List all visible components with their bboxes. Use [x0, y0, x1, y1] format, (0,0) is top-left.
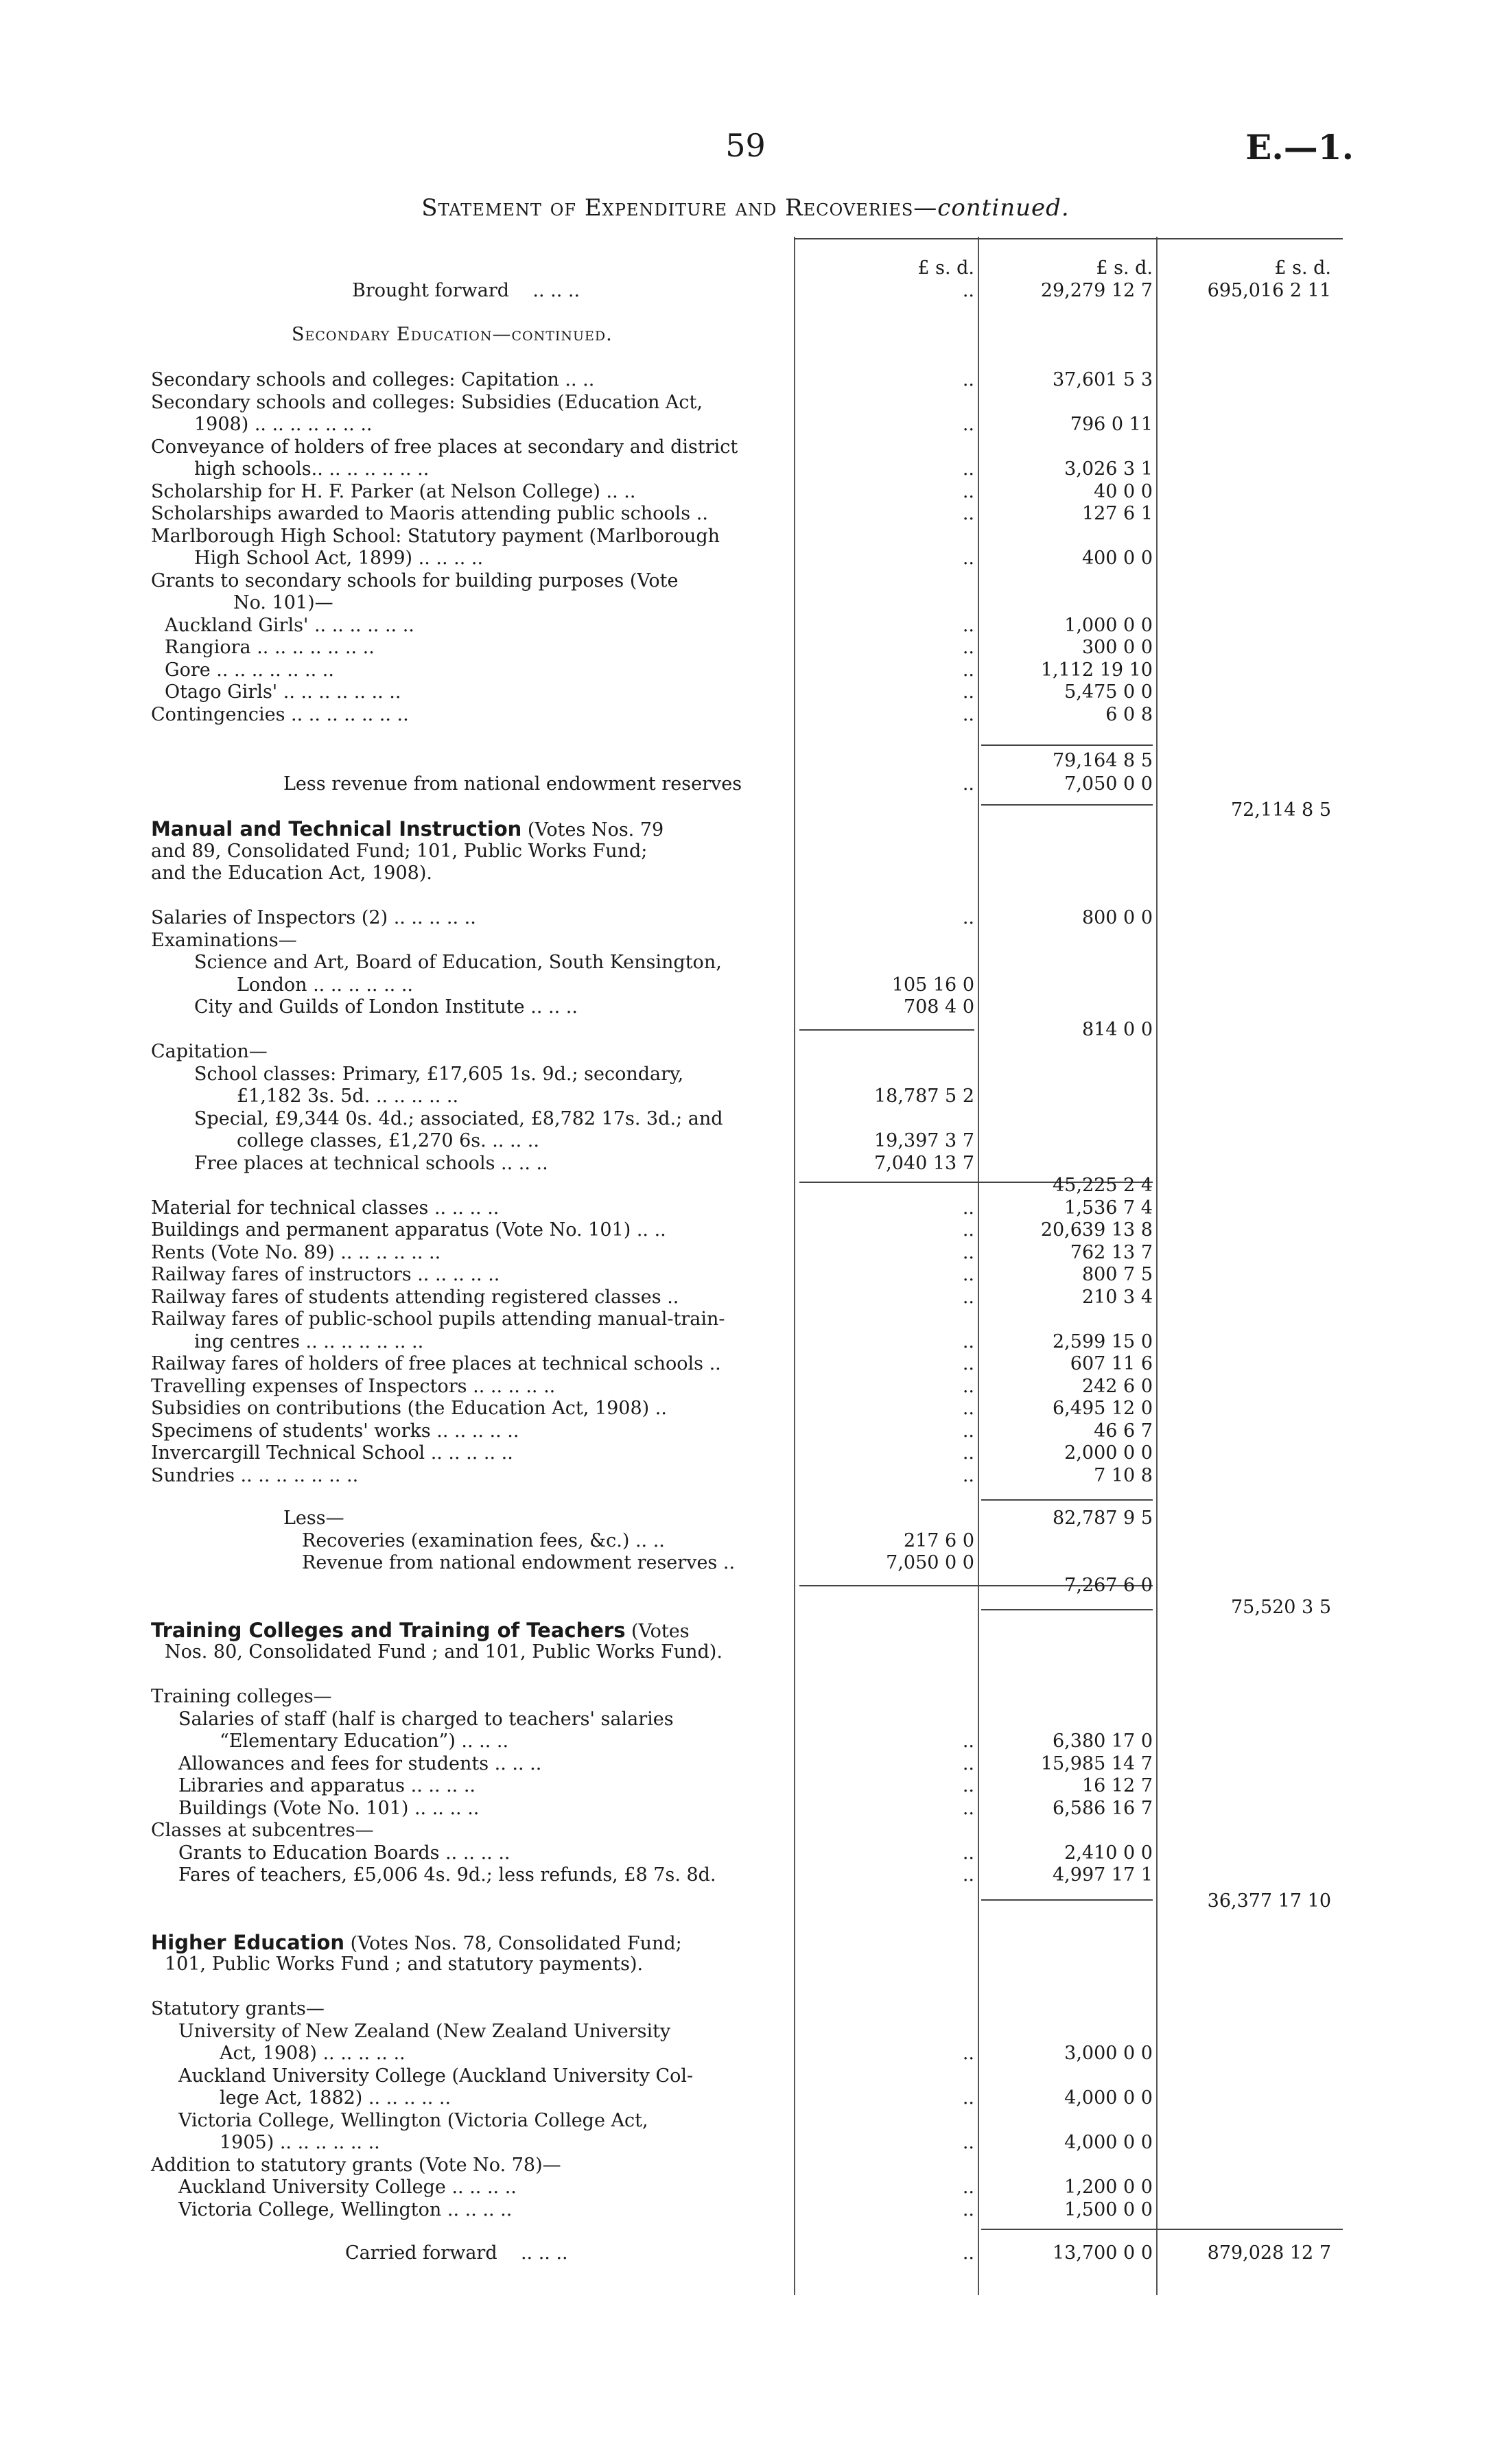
manual-heading-rest: (Votes Nos. 79 — [521, 819, 664, 841]
cell: .. — [962, 615, 974, 636]
cell: 46 6 7 — [1094, 1420, 1153, 1442]
secondary-less-label: Less revenue from national endowment reserves — [283, 773, 742, 795]
cell: .. — [962, 704, 974, 725]
cell: .. — [962, 1264, 974, 1285]
list-item-cont: No. 101)— — [233, 592, 333, 613]
cell: 2,599 15 0 — [1053, 1331, 1153, 1352]
cell: 242 6 0 — [1081, 1376, 1153, 1397]
list-item: Invercargill Technical School .. .. .. .. .. — [151, 1442, 513, 1464]
less-total: 7,267 6 0 — [1064, 1575, 1153, 1596]
list-item: Travelling expenses of Inspectors .. .. .. .. .. — [151, 1376, 556, 1397]
cell: 20,639 13 8 — [1040, 1219, 1153, 1241]
list-item: Rangiora .. .. .. .. .. .. .. — [165, 637, 375, 658]
carried-forward-c2: 13,700 0 0 — [1053, 2242, 1153, 2264]
brought-forward-label — [352, 280, 580, 302]
statutory-grants-label: Statutory grants— — [151, 1998, 325, 2019]
carried-forward-label — [345, 2242, 568, 2264]
cell: .. — [962, 2199, 974, 2220]
manual-gross-total: 82,787 9 5 — [1053, 1507, 1153, 1529]
cap2-amount: 19,397 3 7 — [874, 1130, 974, 1151]
list-item-cont: High School Act, 1899) .. .. .. .. — [194, 548, 484, 569]
brought-forward-c1: .. — [962, 280, 974, 301]
cell: 762 13 7 — [1070, 1242, 1153, 1263]
cell: 6,495 12 0 — [1053, 1398, 1153, 1419]
list-item: Rents (Vote No. 89) .. .. .. .. .. .. — [151, 1242, 441, 1263]
higher-heading-bold: Higher Education — [151, 1931, 345, 1954]
exam2-label: City and Guilds of London Institute .. .. .. — [194, 996, 578, 1018]
document-reference: E.—1. — [1245, 127, 1354, 167]
cell: .. — [962, 637, 974, 658]
list-item-cont: 1908) .. .. .. .. .. .. .. — [194, 414, 373, 435]
cell: 6,380 17 0 — [1053, 1730, 1153, 1752]
cell: .. — [962, 1331, 974, 1352]
less-label: Less— — [283, 1507, 344, 1529]
list-item: Grants to Education Boards .. .. .. .. — [178, 1842, 510, 1864]
list-item: Victoria College, Wellington (Victoria College Act, — [178, 2110, 648, 2131]
cell: .. — [962, 414, 974, 435]
cell: .. — [962, 1465, 974, 1486]
cell: 1,536 7 4 — [1064, 1197, 1153, 1219]
cell: 1,500 0 0 — [1064, 2199, 1153, 2220]
brought-forward-text: Brought forward — [352, 280, 510, 301]
revenue-amount: 7,050 0 0 — [886, 1552, 974, 1573]
training-heading-bold: Training Colleges and Training of Teachers — [151, 1619, 626, 1642]
cell: 1,112 19 10 — [1040, 659, 1153, 681]
cell: 2,410 0 0 — [1064, 1842, 1153, 1864]
list-item: Railway fares of instructors .. .. .. .. .. — [151, 1264, 500, 1285]
col1-currency-header: £ s. d. — [917, 257, 974, 279]
examinations-label: Examinations— — [151, 930, 297, 951]
list-item-cont: 1905) .. .. .. .. .. .. — [220, 2132, 380, 2153]
column-rule-2 — [978, 237, 979, 2295]
cell: 5,475 0 0 — [1064, 681, 1153, 703]
exam1-line1: Science and Art, Board of Education, South Kensington, — [194, 952, 722, 973]
cap3-label: Free places at technical schools .. .. .. — [194, 1153, 548, 1174]
list-item-cont: ing centres .. .. .. .. .. .. .. — [194, 1331, 424, 1352]
rule — [981, 1499, 1153, 1501]
brought-forward-dots: .. .. .. — [532, 280, 580, 301]
cell: 400 0 0 — [1081, 548, 1153, 569]
training-colleges-label: Training colleges— — [151, 1686, 332, 1707]
list-item: Otago Girls' .. .. .. .. .. .. .. — [165, 681, 401, 703]
secondary-subtotal: 79,164 8 5 — [1053, 750, 1153, 771]
cell: .. — [962, 1730, 974, 1752]
exam2-amount: 708 4 0 — [903, 996, 974, 1018]
training-heading-line2: Nos. 80, Consolidated Fund ; and 101, Public Works Fund). — [165, 1641, 723, 1663]
carried-forward-dots: .. .. .. — [520, 2242, 568, 2264]
cell: .. — [962, 1420, 974, 1442]
cell: 796 0 11 — [1070, 414, 1153, 435]
training-heading — [151, 1619, 690, 1643]
cell: .. — [962, 1353, 974, 1374]
cap2-line2: college classes, £1,270 6s. .. .. .. — [237, 1130, 539, 1151]
cell: .. — [962, 369, 974, 390]
title-main: Statement of Expenditure and Recoveries— — [421, 194, 938, 222]
cell: .. — [962, 2087, 974, 2109]
cell: 15,985 14 7 — [1040, 1753, 1153, 1774]
carried-forward-rule — [981, 2229, 1343, 2230]
rule — [799, 1029, 974, 1031]
cell: .. — [962, 458, 974, 480]
carried-forward-c3: 879,028 12 7 — [1207, 2242, 1331, 2264]
list-item-cont: Act, 1908) .. .. .. .. .. — [220, 2043, 406, 2064]
list-item: Sundries .. .. .. .. .. .. .. — [151, 1465, 359, 1486]
cell: 607 11 6 — [1070, 1353, 1153, 1374]
cell: .. — [962, 1242, 974, 1263]
list-item: Specimens of students' works .. .. .. .. .. — [151, 1420, 519, 1442]
brought-forward-c3: 695,016 2 11 — [1207, 280, 1331, 301]
cell: .. — [962, 2043, 974, 2064]
list-item: Auckland University College (Auckland University Col- — [178, 2065, 694, 2087]
secondary-less-c1: .. — [962, 773, 974, 795]
rule — [981, 804, 1153, 806]
cell: 6 0 8 — [1105, 704, 1153, 725]
cap3-amount: 7,040 13 7 — [874, 1153, 974, 1174]
cell: 16 12 7 — [1081, 1775, 1153, 1796]
cell: 1,000 0 0 — [1064, 615, 1153, 636]
exam-total: 814 0 0 — [1081, 1019, 1153, 1040]
list-item: Salaries of staff (half is charged to teachers' salaries — [178, 1709, 674, 1730]
exam1-line2: London .. .. .. .. .. .. — [237, 974, 413, 996]
recoveries-amount: 217 6 0 — [903, 1530, 974, 1551]
higher-heading — [151, 1932, 682, 1955]
cell: 127 6 1 — [1081, 503, 1153, 524]
list-item: Victoria College, Wellington .. .. .. .. — [178, 2199, 513, 2220]
cell: 1,200 0 0 — [1064, 2176, 1153, 2198]
cap2-line1: Special, £9,344 0s. 4d.; associated, £8,782 17s. 3d.; and — [194, 1108, 723, 1129]
cell: 800 7 5 — [1081, 1264, 1153, 1285]
list-item: Auckland Girls' .. .. .. .. .. .. — [165, 615, 414, 636]
cap1-line2: £1,182 3s. 5d. .. .. .. .. .. — [237, 1086, 459, 1107]
rule — [981, 744, 1153, 746]
higher-heading-rest: (Votes Nos. 78, Consolidated Fund; — [344, 1933, 682, 1954]
column-rule-3 — [1156, 237, 1158, 2295]
salaries-label: Salaries of Inspectors (2) .. .. .. .. .. — [151, 907, 476, 928]
cell: .. — [962, 1775, 974, 1796]
capitation-label: Capitation— — [151, 1041, 268, 1062]
statement-title — [0, 194, 1491, 222]
manual-heading-line3: and the Education Act, 1908). — [151, 863, 432, 884]
training-net: 36,377 17 10 — [1207, 1890, 1331, 1912]
rule — [981, 1899, 1153, 1901]
col3-currency-header: £ s. d. — [1274, 257, 1331, 279]
manual-heading — [151, 818, 664, 841]
cell: .. — [962, 481, 974, 502]
list-item: Railway fares of public-school pupils attending manual-train- — [151, 1309, 725, 1330]
cell: .. — [962, 548, 974, 569]
list-item: Conveyance of holders of free places at secondary and district — [151, 436, 738, 458]
list-item: Scholarships awarded to Maoris attending public schools .. — [151, 503, 708, 524]
cell: .. — [962, 1398, 974, 1419]
manual-heading-line2: and 89, Consolidated Fund; 101, Public Works Fund; — [151, 841, 648, 862]
header-rule — [794, 238, 1343, 239]
carried-forward-c1: .. — [962, 2242, 974, 2264]
list-item-cont: high schools.. .. .. .. .. .. .. — [194, 458, 430, 480]
manual-net: 75,520 3 5 — [1231, 1597, 1331, 1618]
list-item: Railway fares of students attending registered classes .. — [151, 1287, 679, 1308]
brought-forward-c2: 29,279 12 7 — [1040, 280, 1153, 301]
list-item: University of New Zealand (New Zealand University — [178, 2021, 671, 2042]
subcentres-label: Classes at subcentres— — [151, 1820, 374, 1841]
cell: 4,997 17 1 — [1053, 1864, 1153, 1886]
list-item-cont: lege Act, 1882) .. .. .. .. .. — [220, 2087, 451, 2109]
cell: .. — [962, 503, 974, 524]
cap1-amount: 18,787 5 2 — [874, 1086, 974, 1107]
cell: 2,000 0 0 — [1064, 1442, 1153, 1464]
addition-label: Addition to statutory grants (Vote No. 78)— — [151, 2155, 561, 2176]
cell: 3,000 0 0 — [1064, 2043, 1153, 2064]
cell: .. — [962, 1219, 974, 1241]
cell: 40 0 0 — [1094, 481, 1153, 502]
list-item: Subsidies on contributions (the Education Act, 1908) .. — [151, 1398, 667, 1419]
manual-heading-bold: Manual and Technical Instruction — [151, 817, 522, 841]
secondary-net: 72,114 8 5 — [1231, 799, 1331, 821]
cell: .. — [962, 1287, 974, 1308]
cell: 3,026 3 1 — [1064, 458, 1153, 480]
cell: .. — [962, 1442, 974, 1464]
list-item: Auckland University College .. .. .. .. — [178, 2176, 517, 2198]
title-continued: continued. — [937, 194, 1070, 222]
list-item: Marlborough High School: Statutory payment (Marlborough — [151, 526, 720, 547]
list-item: Material for technical classes .. .. .. .. — [151, 1197, 500, 1219]
cell: 37,601 5 3 — [1053, 369, 1153, 390]
carried-forward-text: Carried forward — [345, 2242, 497, 2264]
list-item: Secondary schools and colleges: Subsidies (Education Act, — [151, 392, 703, 413]
list-item: Libraries and apparatus .. .. .. .. — [178, 1775, 476, 1796]
cell: 4,000 0 0 — [1064, 2087, 1153, 2109]
cell: .. — [962, 1376, 974, 1397]
cell: 4,000 0 0 — [1064, 2132, 1153, 2153]
exam1-amount: 105 16 0 — [891, 974, 974, 996]
cell: .. — [962, 2132, 974, 2153]
cell: 7 10 8 — [1094, 1465, 1153, 1486]
rule — [981, 1609, 1153, 1610]
list-item: Secondary schools and colleges: Capitation .. .. — [151, 369, 595, 390]
cell: 800 0 0 — [1081, 907, 1153, 928]
cell: .. — [962, 1864, 974, 1886]
list-item: Railway fares of holders of free places at technical schools .. — [151, 1353, 721, 1374]
cell: .. — [962, 907, 974, 928]
list-item: Fares of teachers, £5,006 4s. 9d.; less refunds, £8 7s. 8d. — [178, 1864, 716, 1886]
higher-heading-line2: 101, Public Works Fund ; and statutory payments). — [165, 1953, 644, 1975]
column-rule-1 — [794, 237, 795, 2295]
col2-currency-header: £ s. d. — [1096, 257, 1153, 279]
cap1-line1: School classes: Primary, £17,605 1s. 9d.; secondary, — [194, 1064, 684, 1085]
cell: .. — [962, 1842, 974, 1864]
list-item: Contingencies .. .. .. .. .. .. .. — [151, 704, 409, 725]
cell: 6,586 16 7 — [1053, 1798, 1153, 1819]
secondary-heading: Secondary Education—continued. — [292, 324, 613, 345]
list-item: Buildings (Vote No. 101) .. .. .. .. — [178, 1798, 480, 1819]
list-item-cont: “Elementary Education”) .. .. .. — [220, 1730, 509, 1752]
list-item: Scholarship for H. F. Parker (at Nelson College) .. .. — [151, 481, 636, 502]
cell: .. — [962, 681, 974, 703]
secondary-less-c2: 7,050 0 0 — [1064, 773, 1153, 795]
training-heading-rest: (Votes — [625, 1621, 690, 1642]
page-number: 59 — [725, 127, 766, 164]
cell: .. — [962, 1798, 974, 1819]
recoveries-label: Recoveries (examination fees, &c.) .. .. — [302, 1530, 665, 1551]
list-item: Buildings and permanent apparatus (Vote No. 101) .. .. — [151, 1219, 666, 1241]
capitation-total: 45,225 2 4 — [1053, 1175, 1153, 1196]
cell: 300 0 0 — [1081, 637, 1153, 658]
cell: .. — [962, 659, 974, 681]
list-item: Grants to secondary schools for building purposes (Vote — [151, 570, 679, 591]
list-item: Allowances and fees for students .. .. .. — [178, 1753, 542, 1774]
cell: 210 3 4 — [1081, 1287, 1153, 1308]
cell: .. — [962, 1197, 974, 1219]
cell: .. — [962, 2176, 974, 2198]
list-item: Gore .. .. .. .. .. .. .. — [165, 659, 334, 681]
revenue-label: Revenue from national endowment reserves .. — [302, 1552, 736, 1573]
cell: .. — [962, 1753, 974, 1774]
